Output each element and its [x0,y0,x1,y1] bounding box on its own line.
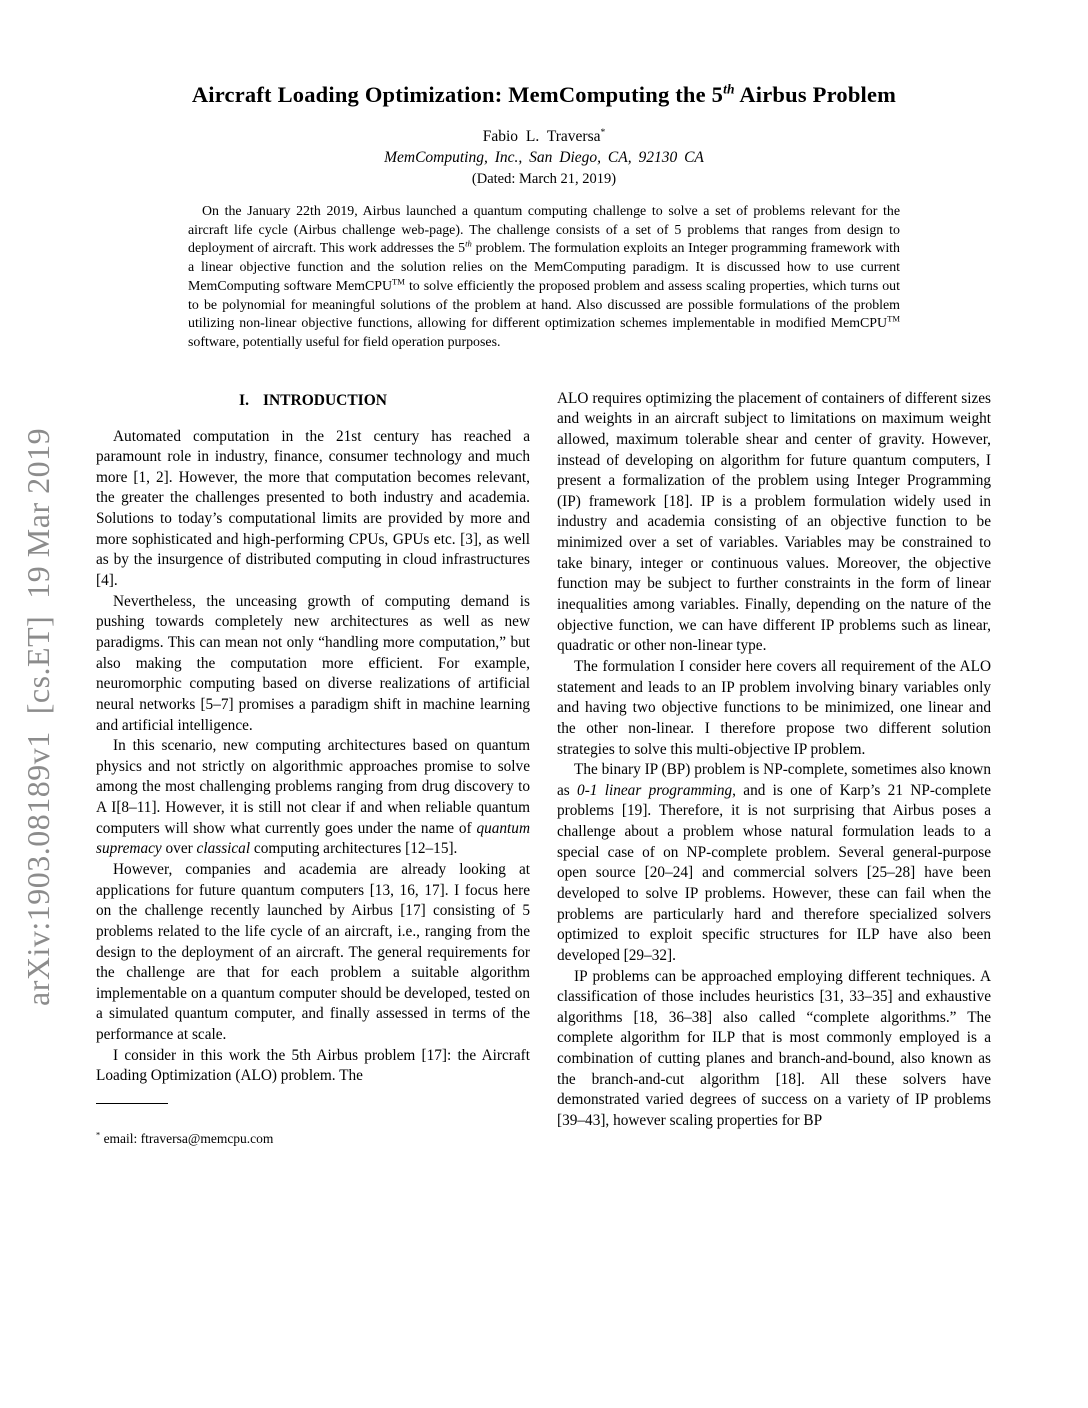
author-name [0,128,1088,146]
abstract-text: software, potentially useful for field operation purposes. [188,334,501,350]
footnote-rule [96,1103,168,1104]
paragraph-text: The binary IP (BP) problem is NP-complete, sometimes also known as [557,761,991,799]
affiliation: MemComputing, Inc., San Diego, CA, 92130 CA [384,149,704,166]
emphasis-classical: classical [196,840,251,858]
paragraph-text: computing architectures [12–15]. [250,840,458,858]
paragraph-text: In this scenario, new computing architectures based on quantum physics and not strictly on algorithmic approaches promise to solve among the most challenging problems ranging from drug discovery to A I[8–11]. However, it is still not clear if and when reliable quantum computers will show what currently goes under the name of [96,737,530,837]
arxiv-watermark: arXiv:1903.08189v1 [cs.ET] 19 Mar 2019 [20,427,56,1006]
paragraph: The formulation I consider here covers all requirement of the ALO statement and leads to an IP problem involving binary variables only and having two objective functions to be minimized, one linear and the other non-linear. I therefore propose two different solution strategies to solve this multi-objective IP problem. [557,657,991,758]
paragraph: ALO requires optimizing the placement of containers of different sizes and weights in an aircraft subject to limitations on maximum weight allowed, maximum tolerable shear and center of gravity. However, instead of developing on algorithm for future quantum computers, I present a formalization of the problem using Integer Programming (IP) framework [18]. IP is a problem formulation widely used in industry and academia consisting of an objective function to be minimized over a set of variables. Variables may be constrained to take binary, integer or continuous values. Moreover, the objective function may be subject to further constraints in the form of linear inequalities among variables. Finally, depending on the nature of the objective function, we can have different IP problems such as linear, quadratic or other non-linear type. [557,389,991,655]
section-number: I. [239,391,249,409]
two-column-body [0,389,1088,1149]
abstract [188,203,900,353]
paragraph: I consider in this work the 5th Airbus problem [17]: the Aircraft Loading Optimization (ALO) problem. The [96,1046,530,1085]
paragraph [96,736,530,860]
paragraph: IP problems can be approached employing different techniques. A classification of those includes heuristics [31, 33–35] and exhaustive algorithms [18, 36–38] also called “complete algorithms.” The complete algorithm for ILP that is most commonly employed is a combination of cutting planes and branch-and-bound, also known as the branch-and-cut algorithm [18]. All these solvers have demonstrated varied degrees of success on a variety of IP problems [39–43], however scaling properties for BP [557,967,991,1130]
trademark-superscript: TM [392,276,405,287]
abstract-text: problem. The formulation exploits an Integer programming framework with a linear objective function and the solution relies on the MemComputing paradigm. It is discussed how to use current MemComputing software MemCPU [188,241,900,294]
column-left [96,389,530,1149]
date-line: (Dated: March 21, 2019) [471,171,617,187]
title-text-end: Airbus Problem [734,82,897,107]
author-text: Fabio L. Traversa [482,128,601,145]
paragraph: However, companies and academia are already looking at applications for future quantum computers [13, 16, 17]. I focus here on the challenge recently launched by Airbus [17] consisting of 5 problems related to the life cycle of an aircraft, i.e., ranging from the design to the deployment of an aircraft. The general requirements for the challenge are that for each problem a suitable algorithm implementable on a quantum computer should be developed, tested on a simulated quantum computer, and finally assessed in terms of the performance at scale. [96,861,530,1044]
abstract-text: On the January 22th 2019, Airbus launched a quantum computing challenge to solve a set of problems relevant for the aircraft life cycle (Airbus challenge web-page). The challenge consists of a set of 5 problems that ranges from design to deployment of aircraft. This work addresses the 5 [188,204,900,257]
paragraph: Automated computation in the 21st century has reached a paramount role in industry, finance, consumer technology and much more [1, 2]. However, the more that computation becomes relevant, the greater the challenges presented to both industry and academia. Solutions to today’s computational limits are provided by more and more sophisticated and high-performing CPUs, GPUs etc. [3], as well as by the insurgence of distributed computing in cloud infrastructures [4]. [96,427,530,590]
footnote-text: email: ftraversa@memcpu.com [103,1131,274,1147]
paper-title [0,82,1088,108]
title-superscript: th [723,81,735,97]
title-text: Aircraft Loading Optimization: MemComputing the 5 [191,82,724,107]
abstract-superscript-th: th [465,238,472,249]
abstract-text: to solve efficiently the proposed problem and assess scaling properties, which turns out to be polynomial for meaningful solutions of the problem at hand. Also discussed are possible formulations of the problem utilizing non-linear objective functions, allowing for different optimization schemes implementable in modified MemCPU [188,278,900,332]
trademark-superscript: TM [887,313,900,324]
paragraph-text: over [161,840,197,858]
column-right [557,389,991,1149]
paragraph [557,760,991,966]
paragraph: Nevertheless, the unceasing growth of computing demand is pushing towards completely new architectures as well as new paradigms. This can mean not only “handling more computation,” but also making the computation more efficient. For example, neuromorphic computing based on diverse realizations of artificial neural networks [5–7] promises a paradigm shift in machine learning and artificial intelligence. [96,592,530,734]
section-label: INTRODUCTION [262,391,387,409]
emphasis-01-linear-programming: 0-1 linear programming [577,781,733,799]
footnote-email [96,1130,530,1148]
footnote-mark: * [96,1130,101,1140]
emphasis-quantum-supremacy: quantum supremacy [96,819,530,858]
paper-header [0,0,1088,188]
section-heading-introduction [96,391,530,412]
author-footnote-mark: * [600,126,606,138]
paragraph-text: , and is one of Karp’s 21 NP-complete problems [19]. Therefore, it is not surprising that Airbus poses a challenge about a problem whose natural formulation leads to a special case of on NP-complete problem. Several general-purpose open source [20–24] and commercial solvers [25–28] have been developed to solve IP problems. However, these can fail when the problems are particularly hard and therefore specialized solvers optimized to exploit specific structures for ILP have also been developed [29–32]. [557,781,991,964]
